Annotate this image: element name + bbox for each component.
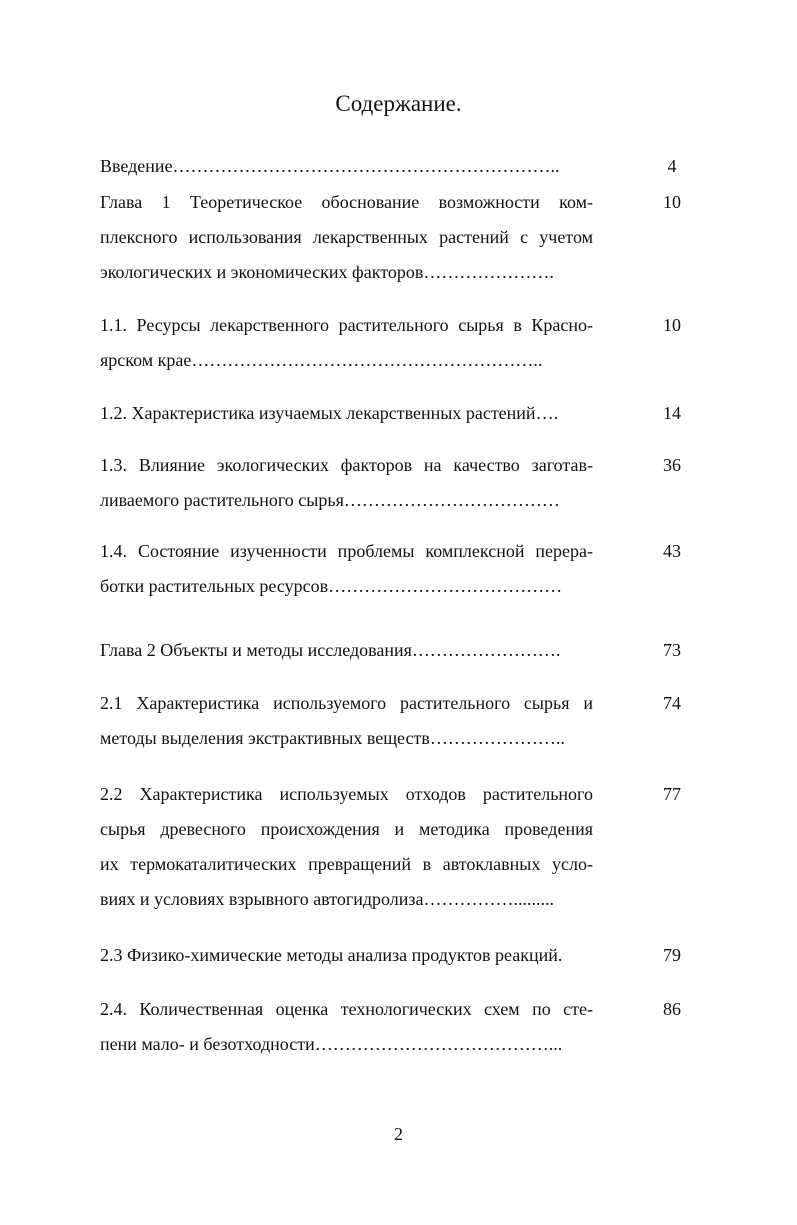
toc-entry-text: ярском крае………………………………………………….. (100, 350, 543, 370)
toc-entry-text: сырья древесного происхождения и методика проведения (100, 819, 593, 839)
toc-entry-text: 2.3 Физико-химические методы анализа продуктов реакций. (100, 945, 563, 965)
toc-entry-text: виях и условиях взрывного автогидролиза……………......... (100, 889, 555, 909)
toc-entry-text: 2.2 Характеристика используемых отходов растительного (100, 784, 593, 804)
toc-page-number: 14 (663, 403, 681, 423)
toc-entry-text: плексного использования лекарственных растений с учетом (100, 227, 593, 247)
toc-page-number: 10 (663, 315, 681, 335)
toc-entry (100, 992, 700, 1062)
toc-entry (100, 149, 700, 184)
toc-entry-text: пени мало- и безотходности…………………………………... (100, 1034, 563, 1054)
toc-entry (100, 534, 700, 604)
toc-page-number: 10 (663, 192, 681, 212)
toc-entry (100, 633, 700, 668)
toc-entry-text: 2.1 Характеристика используемого растительного сырья и (100, 693, 593, 713)
toc-page-number: 86 (663, 999, 681, 1019)
toc-page-number: 77 (663, 784, 681, 804)
page-title: Содержание. (335, 91, 462, 116)
toc-entry (100, 938, 700, 973)
toc-entry-text: Глава 1 Теоретическое обоснование возможности ком- (100, 192, 593, 212)
toc-entry-text: методы выделения экстрактивных веществ………………….. (100, 728, 565, 748)
toc-entry-text: их термокаталитических превращений в автоклавных усло- (100, 854, 593, 874)
toc-entry-text: ботки растительных ресурсов………………………………… (100, 576, 563, 596)
toc-entry-text: 2.4. Количественная оценка технологических схем по сте- (100, 999, 593, 1019)
toc-entry (100, 686, 700, 756)
toc-entry-text: 1.1. Ресурсы лекарственного растительного сырья в Красно- (100, 315, 593, 335)
toc-entry (100, 448, 700, 518)
toc-entry-text: экологических и экономических факторов…………………. (100, 262, 554, 282)
toc-entry (100, 777, 700, 917)
toc-entry (100, 308, 700, 378)
toc-entry (100, 185, 700, 290)
toc-page-number: 4 (667, 156, 677, 176)
toc-entry-text: 1.4. Состояние изученности проблемы комплексной перера- (100, 541, 593, 561)
toc-page-number: 36 (663, 455, 681, 475)
toc-entry-text: ливаемого растительного сырья……………………………… (100, 490, 560, 510)
page-number: 2 (394, 1124, 403, 1144)
toc-entry-text: 1.3. Влияние экологических факторов на качество заготав- (100, 455, 593, 475)
toc-entry (100, 396, 700, 431)
toc-page-number: 74 (663, 693, 681, 713)
toc-entry-text: 1.2. Характеристика изучаемых лекарственных растений…. (100, 403, 559, 423)
toc-entry-text: Глава 2 Объекты и методы исследования……………………. (100, 640, 561, 660)
toc-entry-text: Введение……………………………………………………….. (100, 156, 560, 176)
toc-page-number: 73 (663, 640, 681, 660)
toc-page-number: 43 (663, 541, 681, 561)
toc-page-number: 79 (663, 945, 681, 965)
